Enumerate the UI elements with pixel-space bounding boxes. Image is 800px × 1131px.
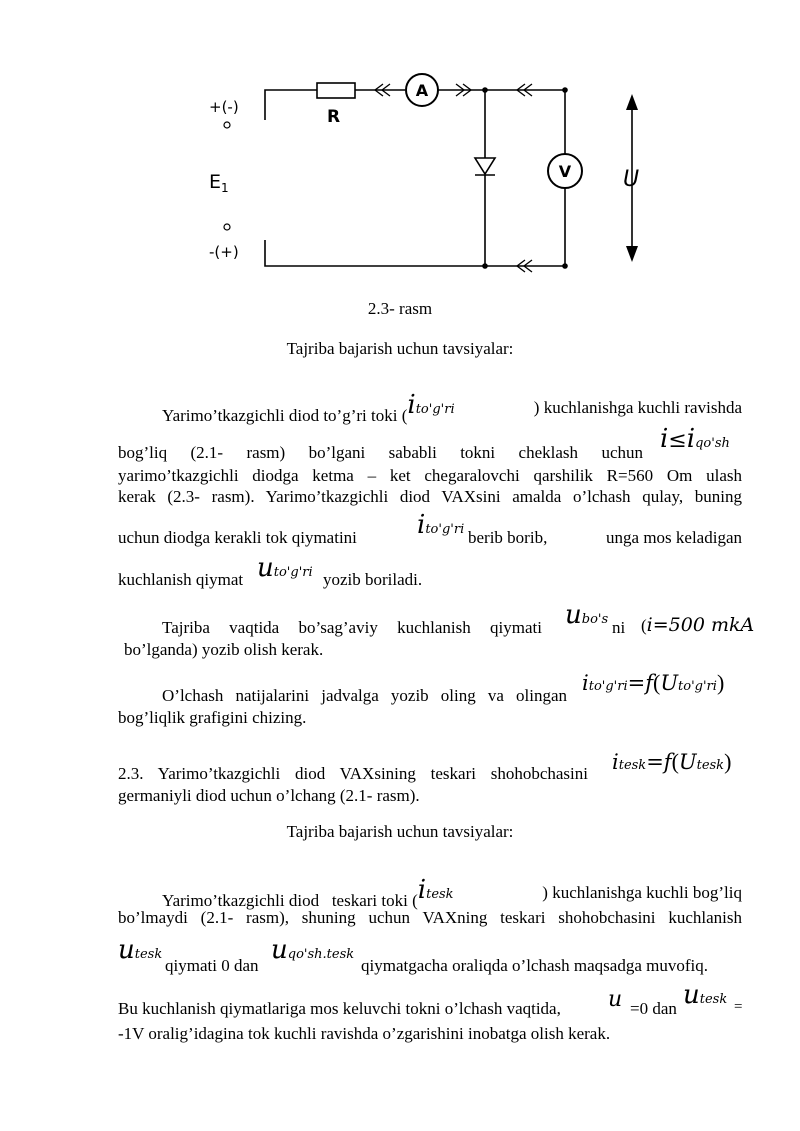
p5-line5: -1V oralig’idagina tok kuchli ravishda o’zgarishini inobatga olish kerak. <box>118 1024 611 1043</box>
p5-line1-left: Yarimo’tkazgichli diod teskari toki ($i^{tesk}$ <box>162 875 454 910</box>
plus-terminal-label: +(-) <box>209 98 239 116</box>
top-wire <box>265 90 317 120</box>
resistor-label: R <box>327 107 341 127</box>
p5-line4-b: =0 dan <box>630 999 677 1018</box>
circuit-diagram <box>195 70 665 280</box>
ammeter-label: A <box>415 81 429 100</box>
p1-condition: i≤iqo'sh <box>660 424 730 454</box>
p1-line5-b: berib borib, <box>468 528 548 547</box>
p1-line6-b: yozib boriladi. <box>323 570 423 589</box>
voltage-label: U <box>623 167 640 192</box>
p2-condition: (i=500 mkA <box>641 614 755 636</box>
minus-terminal-circle <box>224 224 230 230</box>
voltmeter-label: V <box>558 162 572 181</box>
p1-line2: bog’liq (2.1- rasm) bo’lgani sababli tokni cheklash uchun <box>118 443 643 462</box>
p3-line2: bog’liqlik grafigini chizing. <box>118 708 307 727</box>
source-label: $E_1$ <box>209 171 229 195</box>
p5-line4-u: u <box>608 987 623 1012</box>
p1-line6-symbol: uto'g'ri <box>257 553 313 583</box>
resistor <box>317 83 355 98</box>
heading-recommendations-1: Tajriba bajarish uchun tavsiyalar: <box>286 339 514 358</box>
p5-line3-symbol: uqo'sh.tesk <box>271 935 355 965</box>
p2-line1-b: ni <box>612 618 626 637</box>
diode <box>475 158 495 174</box>
figure-caption: 2.3- rasm <box>367 299 433 318</box>
p1-line5-a: uchun diodga kerakli tok qiymatini <box>118 528 357 547</box>
p4-line1: 2.3. Yarimo’tkazgichli diod VAXsining teskari shohobchasini <box>118 764 588 783</box>
p2-symbol: ubo's <box>565 600 609 630</box>
p2-line1-a: Tajriba vaqtida bo’sag’aviy kuchlanish qiymati <box>162 618 542 637</box>
bottom-wire <box>265 240 565 266</box>
p1-line1-left: Yarimo’tkazgichli diod to’g’ri toki ($i^{to'g'ri}$ <box>162 390 455 425</box>
p1-line1-right: ) kuchlanishga kuchli ravishda <box>533 398 742 417</box>
p5-line4-symbol: utesk <box>683 980 728 1010</box>
minus-terminal-label: -(+) <box>209 243 239 261</box>
p5-line3-b: qiymatgacha oraliqda o’lchash maqsadga muvofiq. <box>361 956 708 975</box>
plus-terminal-circle <box>224 122 230 128</box>
p5-line3: utesk <box>118 935 163 965</box>
p1-line3: yarimo’tkazgichli diodga ketma – ket chegaralovchi qarshilik R=560 Om ulash <box>118 466 742 485</box>
p5-line1-right: ) kuchlanishga kuchli bog’liq <box>542 883 742 902</box>
p4-line2: germaniyli diod uchun o’lchang (2.1- rasm). <box>118 786 420 805</box>
p5-line4-a: Bu kuchlanish qiymatlariga mos keluvchi tokni o’lchash vaqtida, <box>118 999 561 1018</box>
p3-line1: O’lchash natijalarini jadvalga yozib oling va olingan <box>162 686 567 705</box>
p2-line2: bo’lganda) yozib olish kerak. <box>124 640 324 659</box>
p1-line6-a: kuchlanish qiymat <box>118 570 244 589</box>
p1-line4: kerak (2.3- rasm). Yarimo’tkazgichli diod VAXsini amalda o’lchash qulay, buning <box>118 487 742 506</box>
p5-line2: bo’lmaydi (2.1- rasm), shuning uchun VAXning teskari shohobchasini kuchlanish <box>118 908 742 927</box>
p3-formula: ito'g'ri=f(Uto'g'ri) <box>582 670 725 695</box>
p5-line4-c: = <box>734 999 743 1015</box>
heading-recommendations-2: Tajriba bajarish uchun tavsiyalar: <box>286 822 514 841</box>
p4-formula: itesk=f(Utesk) <box>612 749 732 774</box>
p1-line5-c: unga mos keladigan <box>606 528 742 547</box>
p5-line3-a: qiymati 0 dan <box>165 956 259 975</box>
p1-line5-symbol: ito'g'ri <box>417 510 465 540</box>
